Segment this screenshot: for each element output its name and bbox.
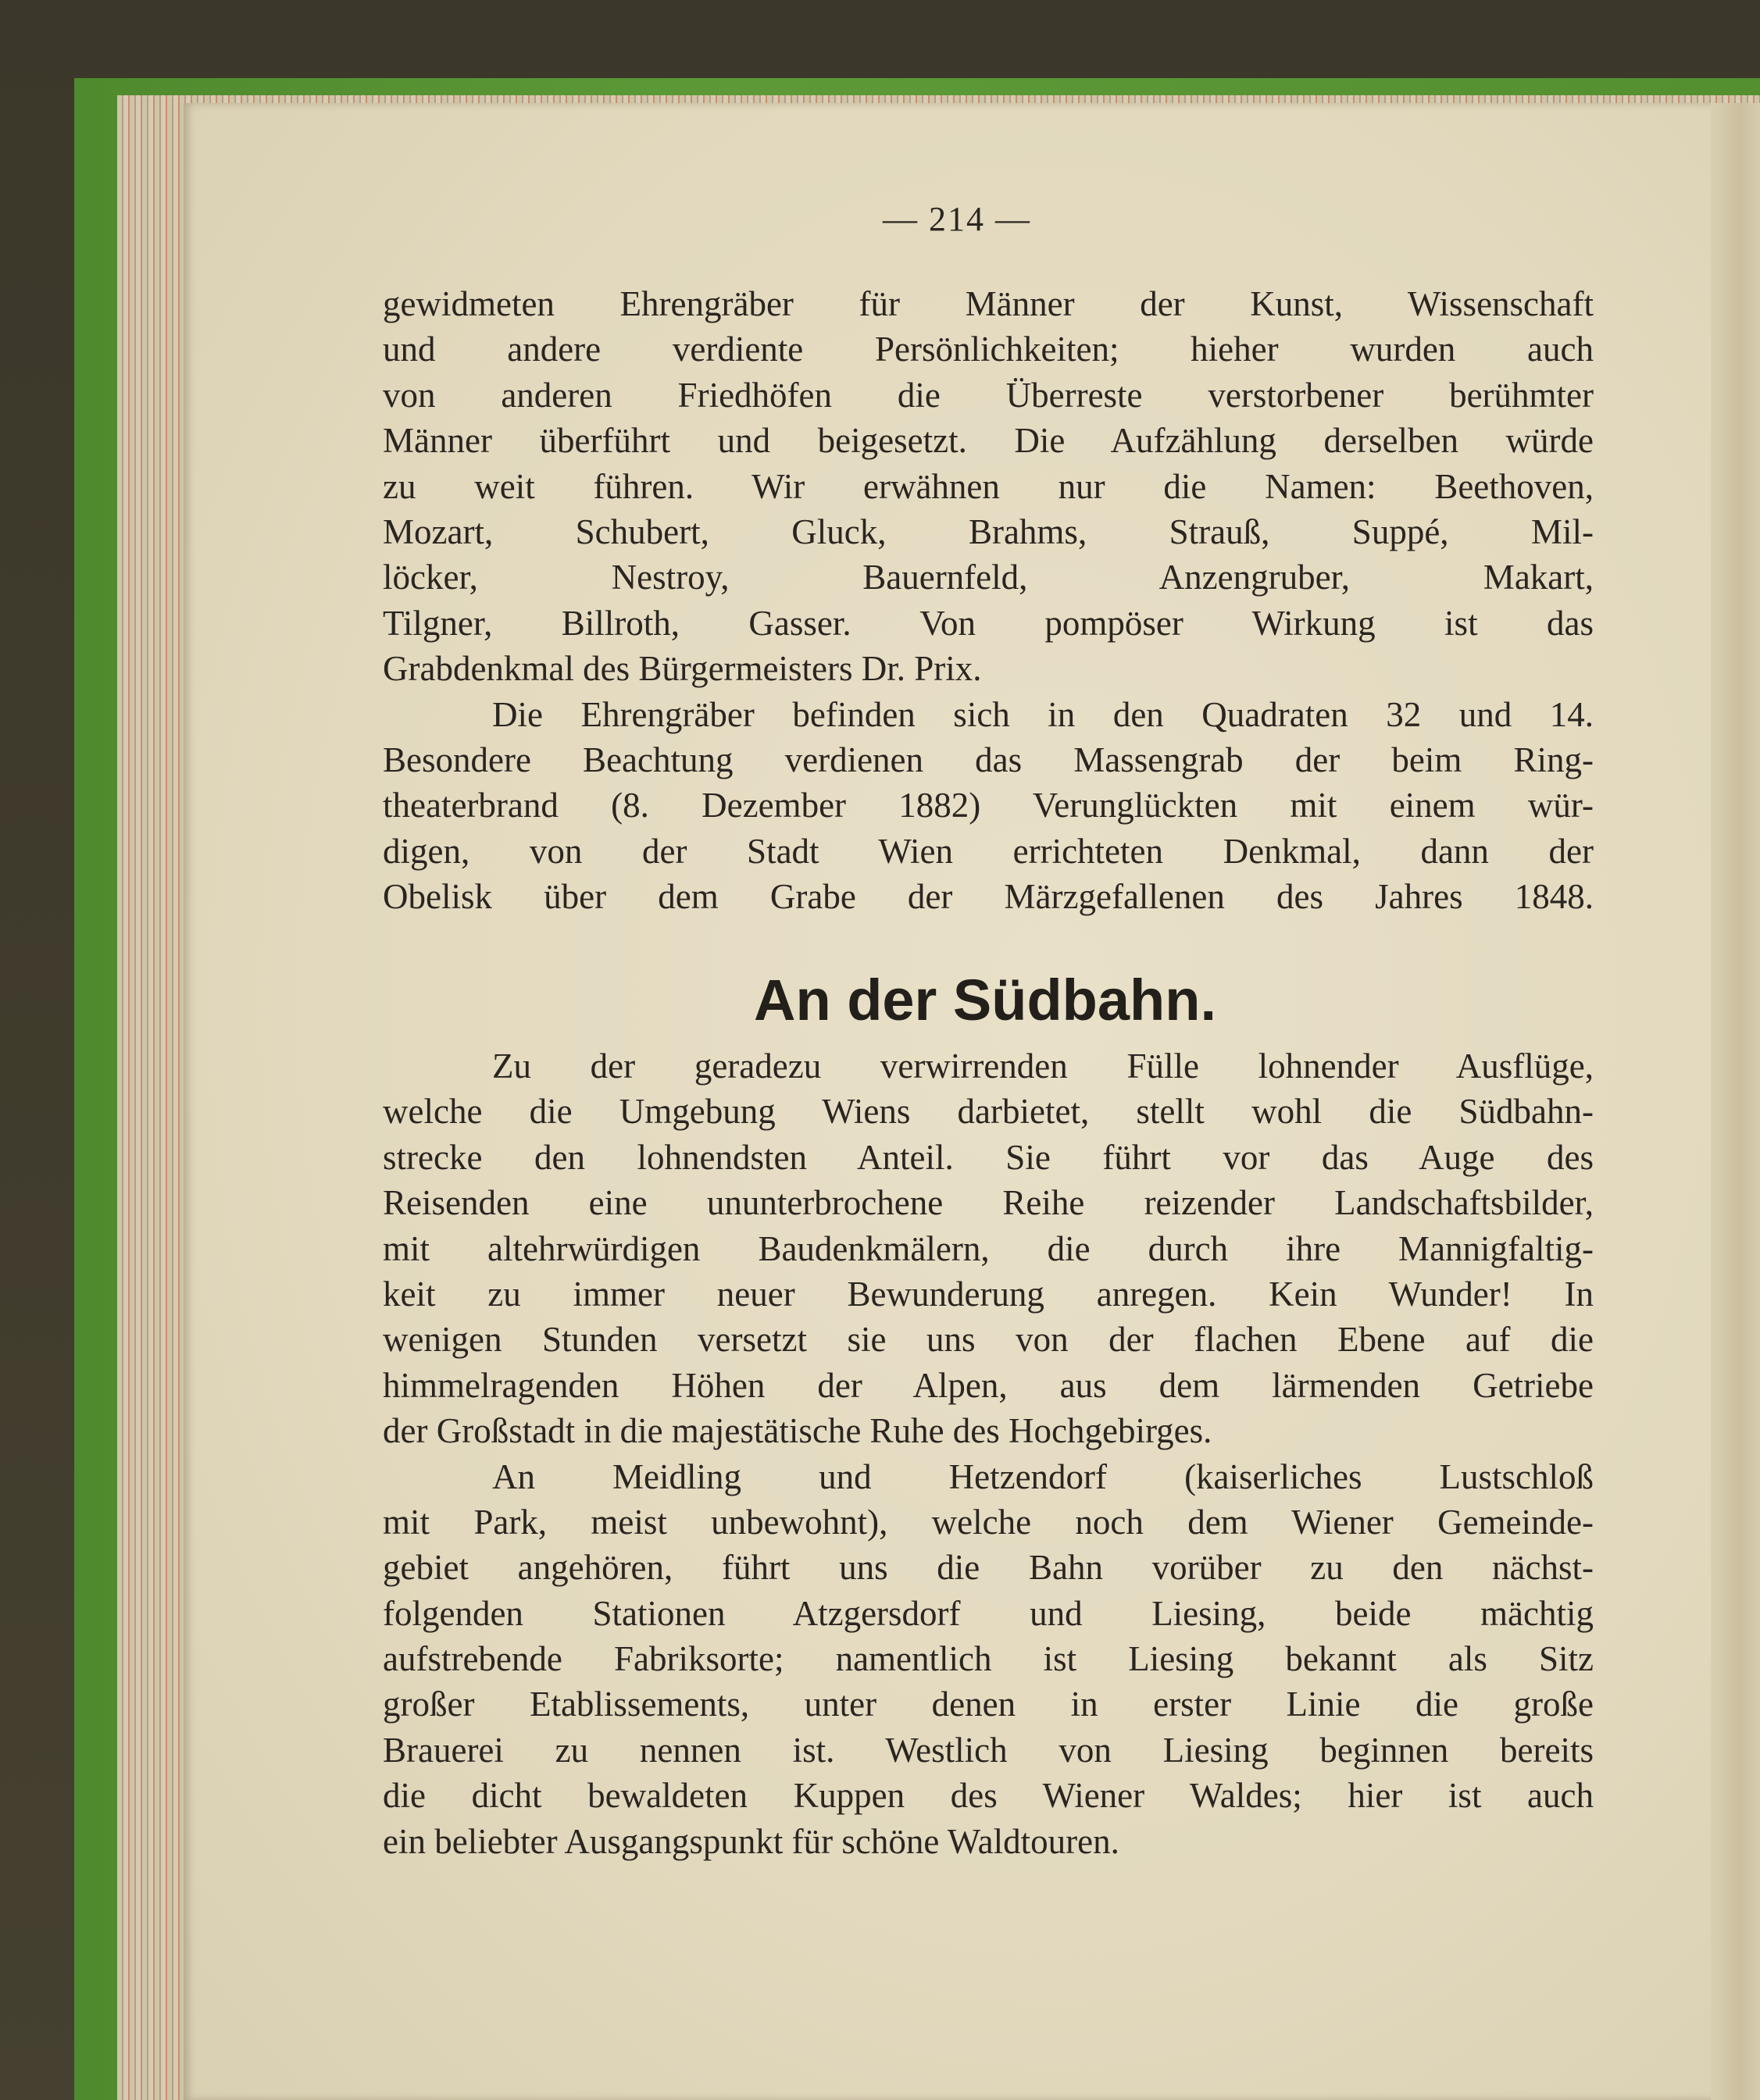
text-line: welche die Umgebung Wiens darbietet, stellt wohl die Südbahn- [383,1092,1594,1132]
text-line: zu weit führen. Wir erwähnen nur die Namen: Beethoven, [383,466,1594,506]
text-line: An Meidling und Hetzendorf (kaiserliches Lustschloß [492,1456,1594,1496]
text-line: von anderen Friedhöfen die Überreste verstorbener berühmter [383,375,1594,415]
text-line: Männer überführt und beigesetzt. Die Aufzählung derselben würde [383,421,1594,461]
text-line: ein beliebter Ausgangspunkt für schöne Waldtouren. [383,1821,1119,1861]
text-line: Obelisk über dem Grabe der Märzgefallenen des Jahres 1848. [383,877,1594,917]
text-line: theaterbrand (8. Dezember 1882) Verunglückten mit einem wür- [383,786,1594,825]
text-line: Die Ehrengräber befinden sich in den Quadraten 32 und 14. [492,694,1594,734]
text-line: wenigen Stunden versetzt sie uns von der flachen Ebene auf die [383,1320,1594,1360]
text-line: mit altehrwürdigen Baudenkmälern, die durch ihre Mannigfaltig- [383,1228,1594,1268]
text-line: Mozart, Schubert, Gluck, Brahms, Strauß, Suppé, Mil- [383,512,1594,551]
text-line: himmelragenden Höhen der Alpen, aus dem lärmenden Getriebe [383,1365,1594,1405]
text-line: Brauerei zu nennen ist. Westlich von Liesing beginnen bereits [383,1730,1594,1770]
text-line: Grabdenkmal des Bürgermeisters Dr. Prix. [383,649,982,689]
text-line: strecke den lohnendsten Anteil. Sie führt vor das Auge des [383,1137,1594,1177]
text-line: die dicht bewaldeten Kuppen des Wiener Waldes; hier ist auch [383,1776,1594,1816]
text-line: gewidmeten Ehrengräber für Männer der Kunst, Wissenschaft [383,284,1594,323]
text-line: Tilgner, Billroth, Gasser. Von pompöser Wirkung ist das [383,603,1594,643]
text-line: aufstrebende Fabriksorte; namentlich ist Liesing bekannt als Sitz [383,1639,1594,1679]
text-line: digen, von der Stadt Wien errichteten Denkmal, dann der [383,831,1594,871]
text-line: folgenden Stationen Atzgersdorf und Liesing, beide mächtig [383,1593,1594,1633]
text-line: löcker, Nestroy, Bauernfeld, Anzengruber, Makart, [383,558,1594,597]
text-line: gebiet angehören, führt uns die Bahn vorüber zu den nächst- [383,1548,1594,1588]
section-heading: An der Südbahn. [754,968,1216,1032]
text-line: Besondere Beachtung verdienen das Massengrab der beim Ring- [383,740,1594,779]
page-number: — 214 — [883,200,1031,238]
section-2-text [383,1043,1594,1864]
text-line: Reisenden eine ununterbrochene Reihe reizender Landschaftsbilder, [383,1183,1594,1223]
text-line: großer Etablissements, unter denen in erster Linie die große [383,1685,1594,1724]
text-line: keit zu immer neuer Bewunderung anregen. Kein Wunder! In [383,1274,1594,1314]
text-line: mit Park, meist unbewohnt), welche noch dem Wiener Gemeinde- [383,1502,1594,1542]
text-line: der Großstadt in die majestätische Ruhe des Hochgebirges. [383,1411,1212,1451]
section-1-text [383,281,1594,919]
text-line: Zu der geradezu verwirrenden Fülle lohnender Ausflüge, [492,1046,1594,1086]
text-line: und andere verdiente Persönlichkeiten; hieher wurden auch [383,330,1594,369]
page-gutter [1711,103,1760,2100]
